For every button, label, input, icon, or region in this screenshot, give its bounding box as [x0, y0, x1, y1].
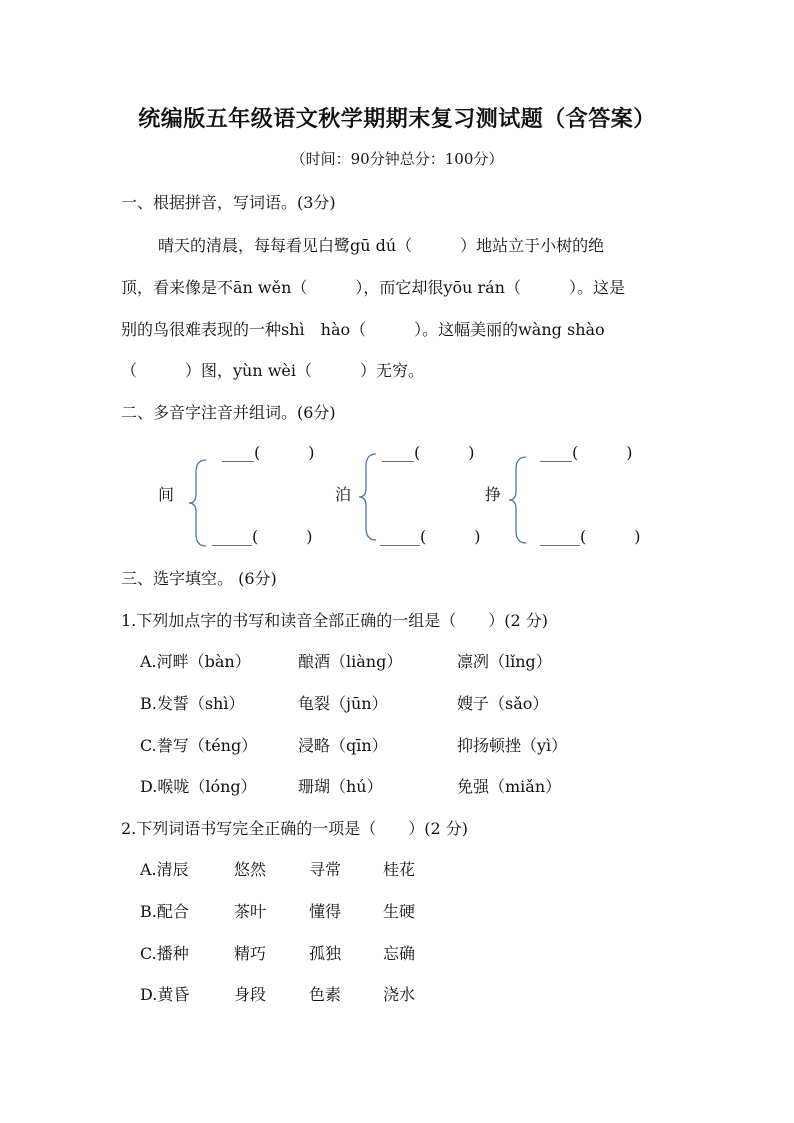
page-title: 统编版五年级语文秋学期期末复习测试题（含答案） — [138, 107, 656, 132]
q1-option-b-3: 嫂子（sǎo） — [457, 694, 549, 713]
polyphone-3-bottom-blank[interactable]: _____( ) — [540, 527, 641, 546]
q1-option-d-3: 免强（miǎn） — [457, 777, 562, 796]
section2-heading: 二、多音字注音并组词。(6分) — [121, 403, 336, 422]
polyphone-1-bottom-blank[interactable]: _____( ) — [212, 527, 313, 546]
q1-option-b-2: 龟裂（jūn） — [298, 694, 388, 713]
polyphone-char-3: 挣 — [485, 485, 502, 504]
q2-option-c-2: 精巧 — [234, 944, 267, 963]
q1-option-a-3: 凛冽（lǐng） — [457, 652, 552, 671]
section1-heading: 一、根据拼音，写词语。(3分) — [121, 193, 336, 212]
section1-line-1: 晴天的清晨，每每看见白鹭gū dú（ ）地站立于小树的绝 — [158, 236, 605, 255]
q2-option-d-4: 浇水 — [383, 985, 416, 1004]
brace-2 — [358, 452, 378, 542]
polyphone-3-top-blank[interactable]: ____( ) — [540, 443, 633, 462]
q2-option-b-2: 茶叶 — [234, 902, 267, 921]
polyphone-1-top-blank[interactable]: ____( ) — [222, 443, 315, 462]
q1-option-d-2: 珊瑚（hú） — [298, 777, 383, 796]
q2-option-d-2: 身段 — [234, 985, 267, 1004]
q1-option-d-1[interactable]: D.喉咙（lóng） — [140, 777, 257, 796]
q2-option-d-3: 色素 — [309, 985, 342, 1004]
q2-option-d-1[interactable]: D.黄昏 — [140, 985, 190, 1004]
q1-option-a-1[interactable]: A.河畔（bàn） — [140, 652, 251, 671]
q2-option-a-3: 寻常 — [309, 860, 342, 879]
q2-option-c-1[interactable]: C.播种 — [140, 944, 189, 963]
q2-option-b-4: 生硬 — [383, 902, 416, 921]
question-1-stem: 1.下列加点字的书写和读音全部正确的一组是（ ）(2 分) — [121, 611, 549, 630]
q2-option-a-4: 桂花 — [383, 860, 416, 879]
section3-heading: 三、选字填空。 (6分) — [121, 569, 277, 588]
polyphone-2-top-blank[interactable]: ____( ) — [382, 443, 475, 462]
q2-option-c-4: 忘确 — [383, 944, 416, 963]
polyphone-char-1: 间 — [158, 485, 175, 504]
polyphone-char-2: 泊 — [335, 485, 352, 504]
polyphone-2-bottom-blank[interactable]: _____( ) — [380, 527, 481, 546]
brace-3 — [508, 455, 528, 545]
brace-1 — [188, 458, 208, 548]
section1-line-4: （ ）图，yùn wèi（ ）无穷。 — [121, 361, 425, 380]
q2-option-c-3: 孤独 — [309, 944, 342, 963]
q1-option-a-2: 酿酒（liàng） — [298, 652, 403, 671]
q1-option-c-3: 抑扬顿挫（yì） — [457, 736, 568, 755]
q1-option-c-2: 浸略（qīn） — [298, 736, 388, 755]
exam-info: （时间：90分钟总分：100分） — [290, 150, 504, 168]
q1-option-b-1[interactable]: B.发誓（shì） — [140, 694, 245, 713]
q2-option-a-2: 悠然 — [234, 860, 267, 879]
question-2-stem: 2.下列词语书写完全正确的一项是（ ）(2 分) — [121, 819, 469, 838]
section1-line-2: 顶，看来像是不ān wěn（ ），而它却很yōu rán（ ）。这是 — [121, 278, 625, 297]
section1-line-3: 别的鸟很难表现的一种shì hào（ ）。这幅美丽的wàng shào — [121, 320, 605, 339]
q1-option-c-1[interactable]: C.誊写（téng） — [140, 736, 258, 755]
q2-option-a-1[interactable]: A.清辰 — [140, 860, 189, 879]
q2-option-b-3: 懂得 — [309, 902, 342, 921]
q2-option-b-1[interactable]: B.配合 — [140, 902, 189, 921]
